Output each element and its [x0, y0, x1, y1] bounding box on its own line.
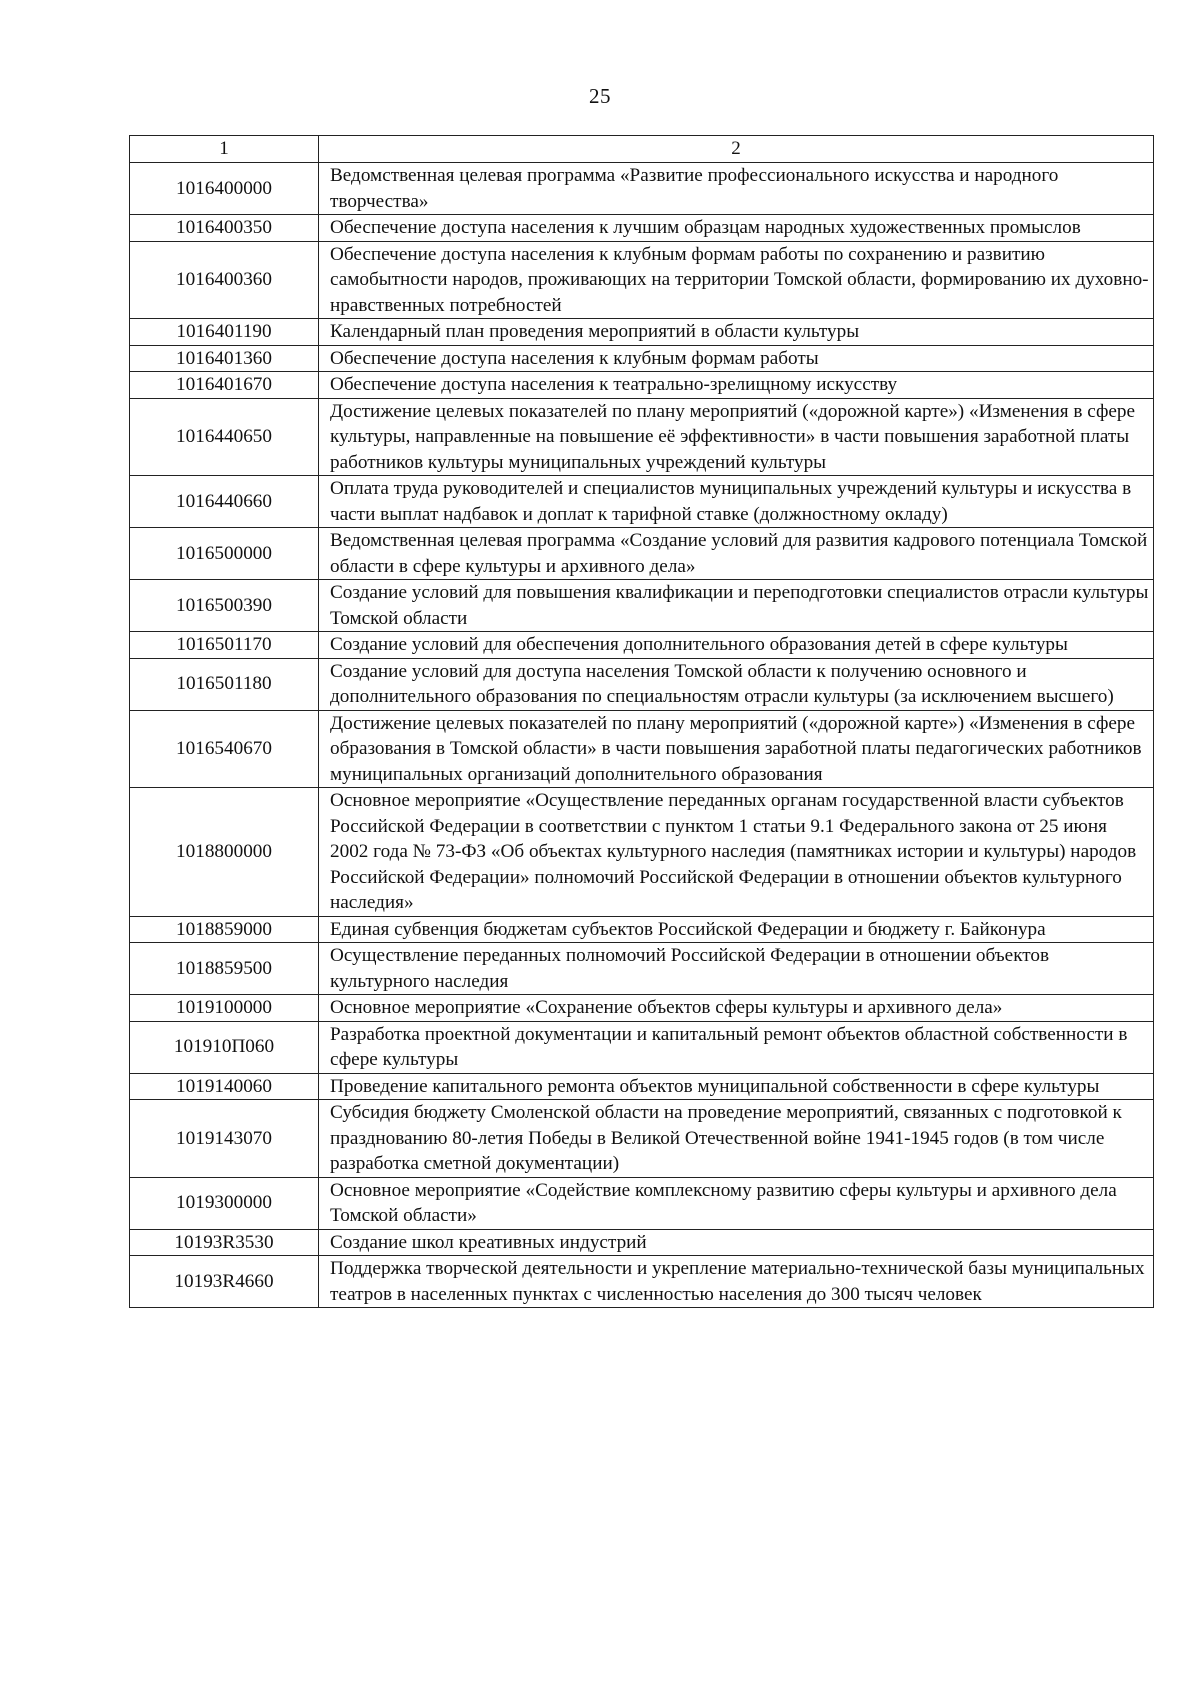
- column-header-description: 2: [319, 136, 1154, 163]
- row-code: 1016401360: [130, 345, 319, 372]
- row-code: 1019300000: [130, 1177, 319, 1229]
- row-description: Обеспечение доступа населения к театрально-зрелищному искусству: [319, 372, 1154, 399]
- table-row: [130, 788, 1154, 917]
- table-row: [130, 1100, 1154, 1178]
- table-row: [130, 163, 1154, 215]
- row-code: 1019143070: [130, 1100, 319, 1178]
- row-description: Создание условий для обеспечения дополнительного образования детей в сфере культуры: [319, 632, 1154, 659]
- row-description: Достижение целевых показателей по плану мероприятий («дорожной карте») «Изменения в сфере образования в Томской области» в части повышения заработной платы педагогических работников муниципальных организаций дополнительного образования: [319, 710, 1154, 788]
- row-code: 1016440650: [130, 398, 319, 476]
- row-description: Разработка проектной документации и капитальный ремонт объектов областной собственности в сфере культуры: [319, 1021, 1154, 1073]
- row-code: 1016400360: [130, 241, 319, 319]
- table-row: [130, 632, 1154, 659]
- row-code: 1016400350: [130, 215, 319, 242]
- row-code: 1018800000: [130, 788, 319, 917]
- row-description: Создание школ креативных индустрий: [319, 1229, 1154, 1256]
- row-description: Субсидия бюджету Смоленской области на проведение мероприятий, связанных с подготовкой к празднованию 80-летия Победы в Великой Отечественной войне 1941-1945 годов (в том числе разработка сметной документации): [319, 1100, 1154, 1178]
- row-description: Создание условий для доступа населения Томской области к получению основного и дополнительного образования по специальностям отрасли культуры (за исключением высшего): [319, 658, 1154, 710]
- row-description: Проведение капитального ремонта объектов муниципальной собственности в сфере культуры: [319, 1073, 1154, 1100]
- row-description: Осуществление переданных полномочий Российской Федерации в отношении объектов культурного наследия: [319, 943, 1154, 995]
- table-row: [130, 995, 1154, 1022]
- row-description: Достижение целевых показателей по плану мероприятий («дорожной карте») «Изменения в сфере культуры, направленные на повышение её эффективности» в части повышения заработной платы работников культуры муниципальных учреждений культуры: [319, 398, 1154, 476]
- row-code: 1016501170: [130, 632, 319, 659]
- table-row: [130, 1229, 1154, 1256]
- row-description: Ведомственная целевая программа «Создание условий для развития кадрового потенциала Томской области в сфере культуры и архивного дела»: [319, 528, 1154, 580]
- table-row: [130, 1021, 1154, 1073]
- table-row: [130, 319, 1154, 346]
- column-header-code: 1: [130, 136, 319, 163]
- row-code: 10193R4660: [130, 1256, 319, 1308]
- table-row: [130, 476, 1154, 528]
- row-code: 1016500000: [130, 528, 319, 580]
- table-row: [130, 710, 1154, 788]
- row-description: Создание условий для повышения квалификации и переподготовки специалистов отрасли культуры Томской области: [319, 580, 1154, 632]
- row-code: 1019100000: [130, 995, 319, 1022]
- row-code: 1016501180: [130, 658, 319, 710]
- table-row: [130, 916, 1154, 943]
- row-code: 10193R3530: [130, 1229, 319, 1256]
- row-code: 1016500390: [130, 580, 319, 632]
- row-description: Календарный план проведения мероприятий в области культуры: [319, 319, 1154, 346]
- table-row: [130, 1256, 1154, 1308]
- row-description: Обеспечение доступа населения к клубным формам работы по сохранению и развитию самобытности народов, проживающих на территории Томской области, формированию их духовно-нравственных потребностей: [319, 241, 1154, 319]
- table-row: [130, 1073, 1154, 1100]
- row-code: 1016540670: [130, 710, 319, 788]
- row-code: 1018859500: [130, 943, 319, 995]
- row-description: Основное мероприятие «Осуществление переданных органам государственной власти субъектов Российской Федерации в соответствии с пунктом 1 статьи 9.1 Федерального закона от 25 июня 2002 года № 73-ФЗ «Об объектах культурного наследия (памятниках истории и культуры) народов Российской Федерации» полномочий Российской Федерации в отношении объектов культурного наследия»: [319, 788, 1154, 917]
- table-row: [130, 943, 1154, 995]
- table-row: [130, 658, 1154, 710]
- row-code: 1018859000: [130, 916, 319, 943]
- table-row: [130, 398, 1154, 476]
- page-number: 25: [589, 84, 611, 108]
- row-description: Основное мероприятие «Содействие комплексному развитию сферы культуры и архивного дела Томской области»: [319, 1177, 1154, 1229]
- row-description: Поддержка творческой деятельности и укрепление материально-технической базы муниципальных театров в населенных пунктах с численностью населения до 300 тысяч человек: [319, 1256, 1154, 1308]
- row-description: Основное мероприятие «Сохранение объектов сферы культуры и архивного дела»: [319, 995, 1154, 1022]
- table-row: [130, 372, 1154, 399]
- table-row: [130, 345, 1154, 372]
- row-description: Обеспечение доступа населения к клубным формам работы: [319, 345, 1154, 372]
- table-row: [130, 241, 1154, 319]
- row-code: 1016401190: [130, 319, 319, 346]
- table-row: [130, 528, 1154, 580]
- table-header-row: [130, 136, 1154, 163]
- row-description: Единая субвенция бюджетам субъектов Российской Федерации и бюджету г. Байконура: [319, 916, 1154, 943]
- table-row: [130, 1177, 1154, 1229]
- row-code: 1016440660: [130, 476, 319, 528]
- row-description: Обеспечение доступа населения к лучшим образцам народных художественных промыслов: [319, 215, 1154, 242]
- row-code: 1016400000: [130, 163, 319, 215]
- row-description: Ведомственная целевая программа «Развитие профессионального искусства и народного творчества»: [319, 163, 1154, 215]
- row-code: 1016401670: [130, 372, 319, 399]
- row-code: 1019140060: [130, 1073, 319, 1100]
- budget-code-table: [129, 135, 1154, 1308]
- row-code: 101910П060: [130, 1021, 319, 1073]
- table-row: [130, 580, 1154, 632]
- row-description: Оплата труда руководителей и специалистов муниципальных учреждений культуры и искусства в части выплат надбавок и доплат к тарифной ставке (должностному окладу): [319, 476, 1154, 528]
- table-row: [130, 215, 1154, 242]
